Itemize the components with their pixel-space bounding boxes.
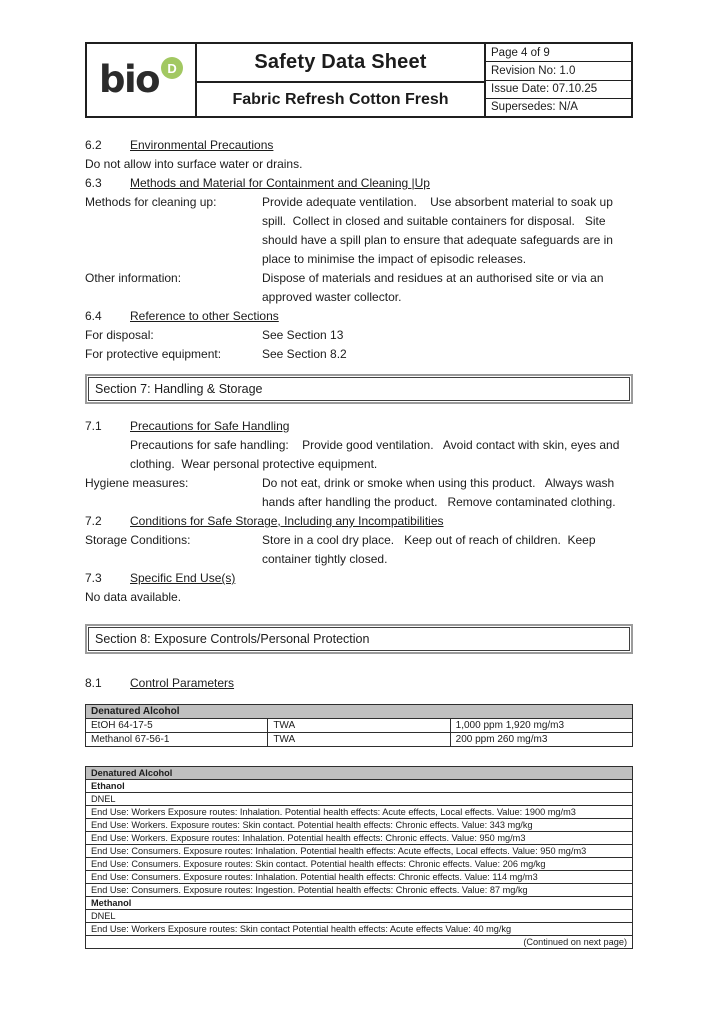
text-7-3: No data available.	[85, 590, 182, 604]
field-value: Store in a cool dry place. Keep out of reach of children. Keep container tightly closed.	[262, 533, 599, 566]
heading-7-2	[85, 512, 633, 531]
dnel-entry-cell: End Use: Consumers. Exposure routes: Skin contact. Potential health effects: Chronic effects. Value: 206 mg/kg	[86, 858, 633, 871]
table-row	[86, 819, 633, 832]
heading-number: 7.1	[85, 419, 102, 433]
heading-8-1	[85, 674, 633, 693]
dnel-entry-cell: End Use: Consumers. Exposure routes: Inhalation. Potential health effects: Acute effects, Local effects. Value: 950 mg/m3	[86, 845, 633, 858]
logo-text: bio	[98, 58, 160, 102]
text-6-2: Do not allow into surface water or drains.	[85, 157, 303, 171]
table-row	[86, 733, 633, 747]
table-row	[86, 719, 633, 733]
field-value: Dispose of materials and residues at an authorised site or via an approved waster collector.	[262, 271, 607, 304]
heading-title: Conditions for Safe Storage, Including any Incompatibilities	[130, 514, 444, 528]
heading-7-3	[85, 569, 633, 588]
substance-cell: EtOH 64-17-5	[86, 719, 268, 733]
supersedes: Supersedes: N/A	[491, 101, 578, 114]
section-7-header-box	[85, 374, 633, 404]
dnel-label-cell: DNEL	[86, 793, 633, 806]
table-header-row	[86, 705, 633, 719]
hygiene-measures-row	[85, 474, 633, 512]
dnel-entry-cell: End Use: Consumers. Exposure routes: Inhalation. Potential health effects: Chronic effects. Value: 114 mg/m3	[86, 871, 633, 884]
dnel-entry-cell: End Use: Consumers. Exposure routes: Ingestion. Potential health effects: Chronic effects. Value: 87 mg/kg	[86, 884, 633, 897]
substance-name-cell: Methanol	[86, 897, 633, 910]
table-row	[86, 858, 633, 871]
product-name: Fabric Refresh Cotton Fresh	[232, 90, 449, 108]
field-label: For protective equipment:	[85, 347, 222, 361]
revision-number: Revision No: 1.0	[486, 62, 631, 80]
storage-conditions-row	[85, 531, 633, 569]
table-row	[86, 780, 633, 793]
table-row	[86, 884, 633, 897]
table-row	[86, 936, 633, 949]
table-row	[86, 871, 633, 884]
field-value: See Section 13	[262, 328, 344, 342]
table-group-header: Denatured Alcohol	[86, 767, 633, 780]
issue-date: Issue Date: 07.10.25	[486, 81, 631, 99]
section-8-header-box	[85, 624, 633, 654]
heading-title: Methods and Material for Containment and Cleaning |Up	[130, 176, 430, 190]
document-title: Safety Data Sheet	[197, 44, 484, 83]
heading-number: 7.3	[85, 571, 102, 585]
substance-name-cell: Ethanol	[86, 780, 633, 793]
dnel-entry-cell: End Use: Workers. Exposure routes: Skin contact. Potential health effects: Chronic effects. Value: 343 mg/kg	[86, 819, 633, 832]
field-value: See Section 8.2	[262, 347, 347, 361]
heading-6-4	[85, 307, 633, 326]
table-row	[86, 806, 633, 819]
for-disposal-row	[85, 326, 633, 345]
heading-6-3	[85, 174, 633, 193]
table-row	[86, 845, 633, 858]
dnel-entry-cell: End Use: Workers. Exposure routes: Inhalation. Potential health effects: Chronic effects. Value: 950 mg/m3	[86, 832, 633, 845]
field-value: Do not eat, drink or smoke when using this product. Always wash hands after handling the product. Remove contaminated clothing.	[262, 476, 618, 509]
field-label: Methods for cleaning up:	[85, 195, 217, 209]
biod-logo	[98, 58, 183, 102]
field-label: Hygiene measures:	[85, 476, 189, 490]
dnel-table	[85, 766, 633, 949]
heading-number: 8.1	[85, 676, 102, 690]
table-group-header: Denatured Alcohol	[86, 705, 633, 719]
field-label: Other information:	[85, 271, 182, 285]
field-label: Storage Conditions:	[85, 533, 191, 547]
heading-number: 7.2	[85, 514, 102, 528]
document-header	[85, 42, 633, 118]
substance-cell: Methanol 67-56-1	[86, 733, 268, 747]
heading-6-2	[85, 136, 633, 155]
exposure-limits-table	[85, 704, 633, 747]
table-row	[86, 923, 633, 936]
heading-title: Reference to other Sections	[130, 309, 279, 323]
field-label: For disposal:	[85, 328, 154, 342]
heading-title: Environmental Precautions	[130, 138, 274, 152]
heading-number: 6.2	[85, 138, 102, 152]
limit-value-cell: 200 ppm 260 mg/m3	[450, 733, 632, 747]
limit-value-cell: 1,000 ppm 1,920 mg/m3	[450, 719, 632, 733]
for-protective-equipment-row	[85, 345, 633, 364]
header-meta	[484, 44, 631, 116]
dnel-label-cell: DNEL	[86, 910, 633, 923]
table-header-row	[86, 767, 633, 780]
page-number: Page 4 of 9	[486, 44, 631, 62]
dnel-entry-cell: End Use: Workers Exposure routes: Skin contact Potential health effects: Acute effects Value: 40 mg/kg	[86, 923, 633, 936]
section-7-title: Section 7: Handling & Storage	[88, 377, 630, 401]
table-row	[86, 897, 633, 910]
heading-title: Specific End Use(s)	[130, 571, 236, 585]
heading-title: Control Parameters	[130, 676, 235, 690]
table-row	[86, 832, 633, 845]
field-value: Provide adequate ventilation. Use absorbent material to soak up spill. Collect in closed and suitable containers for disposal. Site should have a spill plan to ensure that adequate safeguards are in place to minimise the impact of episodic releases.	[262, 195, 617, 266]
section-8-title: Section 8: Exposure Controls/Personal Protection	[88, 627, 630, 651]
methods-for-cleaning-row	[85, 193, 633, 269]
limit-type-cell: TWA	[268, 733, 450, 747]
other-information-row	[85, 269, 633, 307]
logo-d-badge-icon: D	[161, 57, 183, 79]
heading-title: Precautions for Safe Handling	[130, 419, 290, 433]
continued-note-cell: (Continued on next page)	[86, 936, 633, 949]
heading-number: 6.4	[85, 309, 102, 323]
title-cell	[197, 44, 484, 116]
limit-type-cell: TWA	[268, 719, 450, 733]
heading-7-1	[85, 417, 633, 436]
table-row	[86, 793, 633, 806]
table-row	[86, 910, 633, 923]
dnel-entry-cell: End Use: Workers Exposure routes: Inhalation. Potential health effects: Acute effects, Local effects. Value: 1900 mg/m3	[86, 806, 633, 819]
text-7-1: Precautions for safe handling: Provide good ventilation. Avoid contact with skin, eyes and clothing. Wear personal protective equipment.	[130, 438, 623, 471]
heading-number: 6.3	[85, 176, 102, 190]
logo-cell	[87, 44, 197, 116]
